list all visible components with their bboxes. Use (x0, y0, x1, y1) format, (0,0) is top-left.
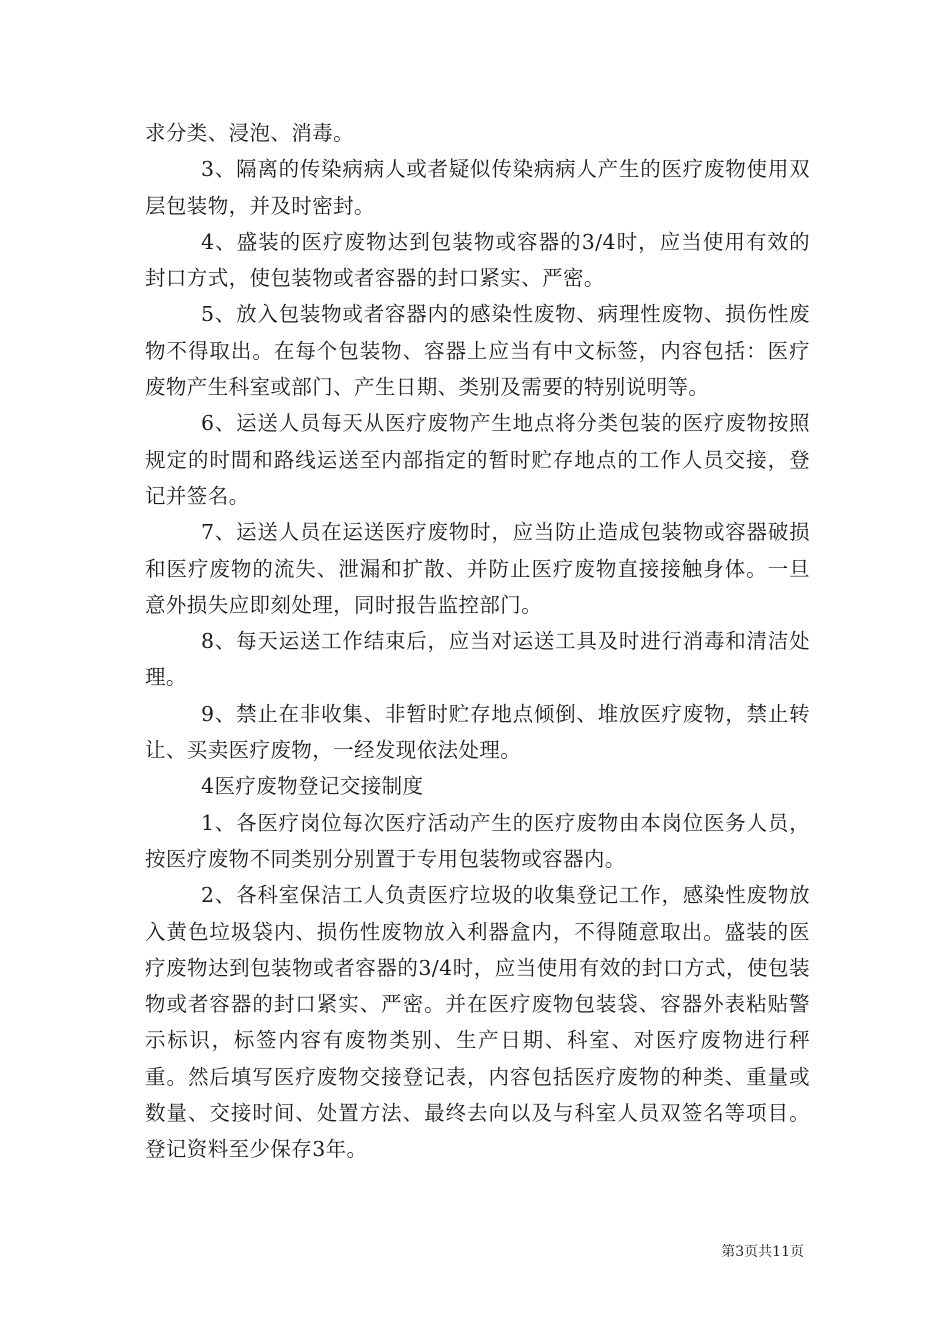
paragraph: 1、各医疗岗位每次医疗活动产生的医疗废物由本岗位医务人员，按医疗废物不同类别分别置于专用包装物或容器内。 (145, 810, 810, 871)
document-body (145, 115, 810, 1168)
paragraph: 9、禁止在非收集、非暂时贮存地点倾倒、堆放医疗废物，禁止转让、买卖医疗废物，一经发现依法处理。 (145, 701, 810, 763)
paragraph: 2、各科室保洁工人负责医疗垃圾的收集登记工作，感染性废物放入黄色垃圾袋内、损伤性废物放入利器盒内，不得随意取出。盛装的医疗废物达到包装物或者容器的3/4时，应当使用有效的封口方式，使包装物或者容器的封口紧实、严密。并在医疗废物包装袋、容器外表粘贴警示标识，标签内容有废物类别、生产日期、科室、对医疗废物进行秤重。然后填写医疗废物交接登记表，内容包括医疗废物的种类、重量或数量、交接时间、处置方法、最终去向以及与科室人员双签名等项目。登记资料至少保存3年。 (145, 883, 810, 1162)
paragraph: 7、运送人员在运送医疗废物时，应当防止造成包装物或容器破损和医疗废物的流失、泄漏和扩散、并防止医疗废物直接接触身体。一旦意外损失应即刻处理，同时报告监控部门。 (145, 520, 810, 617)
paragraph: 求分类、浸泡、消毒。 (145, 121, 354, 145)
section-heading: 4医疗废物登记交接制度 (201, 774, 424, 799)
paragraph: 4、盛装的医疗废物达到包装物或容器的3/4时，应当使用有效的封口方式，使包装物或者容器的封口紧实、严密。 (145, 229, 810, 291)
paragraph: 5、放入包装物或者容器内的感染性废物、病理性废物、损伤性废物不得取出。在每个包装物、容器上应当有中文标签，内容包括：医疗废物产生科室或部门、产生日期、类别及需要的特别说明等。 (145, 302, 810, 400)
page-number: 第3页共11页 (721, 1244, 804, 1260)
paragraph: 6、运送人员每天从医疗废物产生地点将分类包装的医疗废物按照规定的时間和路线运送至内部指定的暂时贮存地点的工作人员交接，登记并签名。 (145, 411, 810, 508)
paragraph: 8、每天运送工作结束后，应当对运送工具及时进行消毒和清洁处理。 (145, 629, 810, 690)
paragraph: 3、隔离的传染病病人或者疑似传染病病人产生的医疗废物使用双层包装物，并及时密封。 (145, 157, 810, 218)
